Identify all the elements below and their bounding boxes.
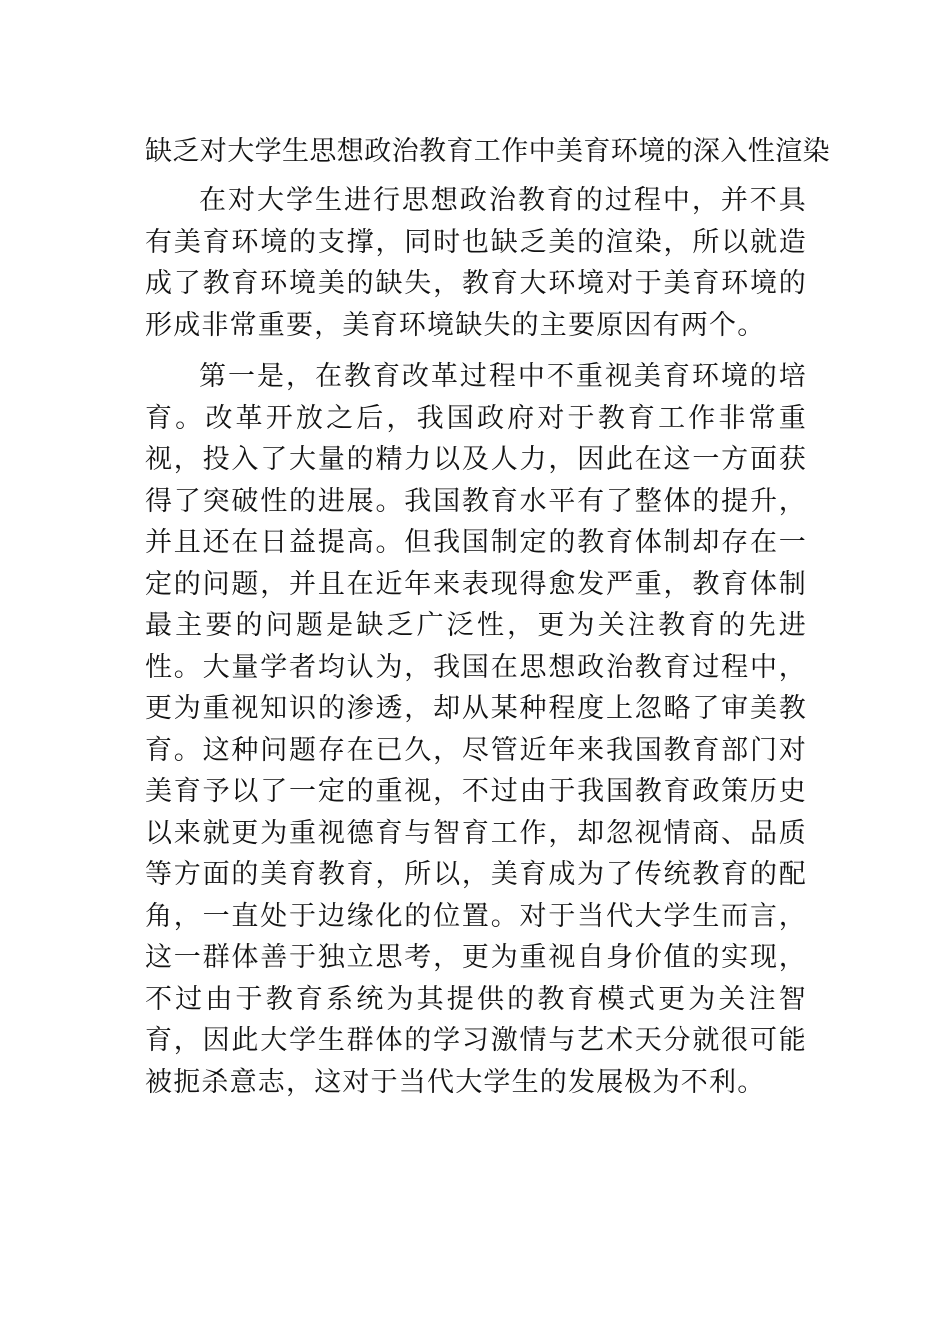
paragraph: 在对大学生进行思想政治教育的过程中，并不具有美育环境的支撑，同时也缺乏美的渲染，所以就造成了教育环境美的缺失，教育大环境对于美育环境的形成非常重要，美育环境缺失的主要原因有两个。	[145, 185, 807, 341]
document-title: 缺乏对大学生思想政治教育工作中美育环境的深入性渲染	[145, 136, 830, 167]
paragraph: 第一是，在教育改革过程中不重视美育环境的培育。改革开放之后，我国政府对于教育工作非常重视，投入了大量的精力以及人力，因此在这一方面获得了突破性的进展。我国教育水平有了整体的提升，并且还在日益提高。但我国制定的教育体制却存在一定的问题，并且在近年来表现得愈发严重，教育体制最主要的问题是缺乏广泛性，更为关注教育的先进性。大量学者均认为，我国在思想政治教育过程中，更为重视知识的渗透，却从某种程度上忽略了审美教育。这种问题存在已久，尽管近年来我国教育部门对美育予以了一定的重视，不过由于我国教育政策历史以来就更为重视德育与智育工作，却忽视情商、品质等方面的美育教育，所以，美育成为了传统教育的配角，一直处于边缘化的位置。对于当代大学生而言，这一群体善于独立思考，更为重视自身价值的实现，不过由于教育系统为其提供的教育模式更为关注智育，因此大学生群体的学习激情与艺术天分就很可能被扼杀意志，这对于当代大学生的发展极为不利。	[145, 361, 807, 1098]
document-body	[145, 180, 807, 1113]
